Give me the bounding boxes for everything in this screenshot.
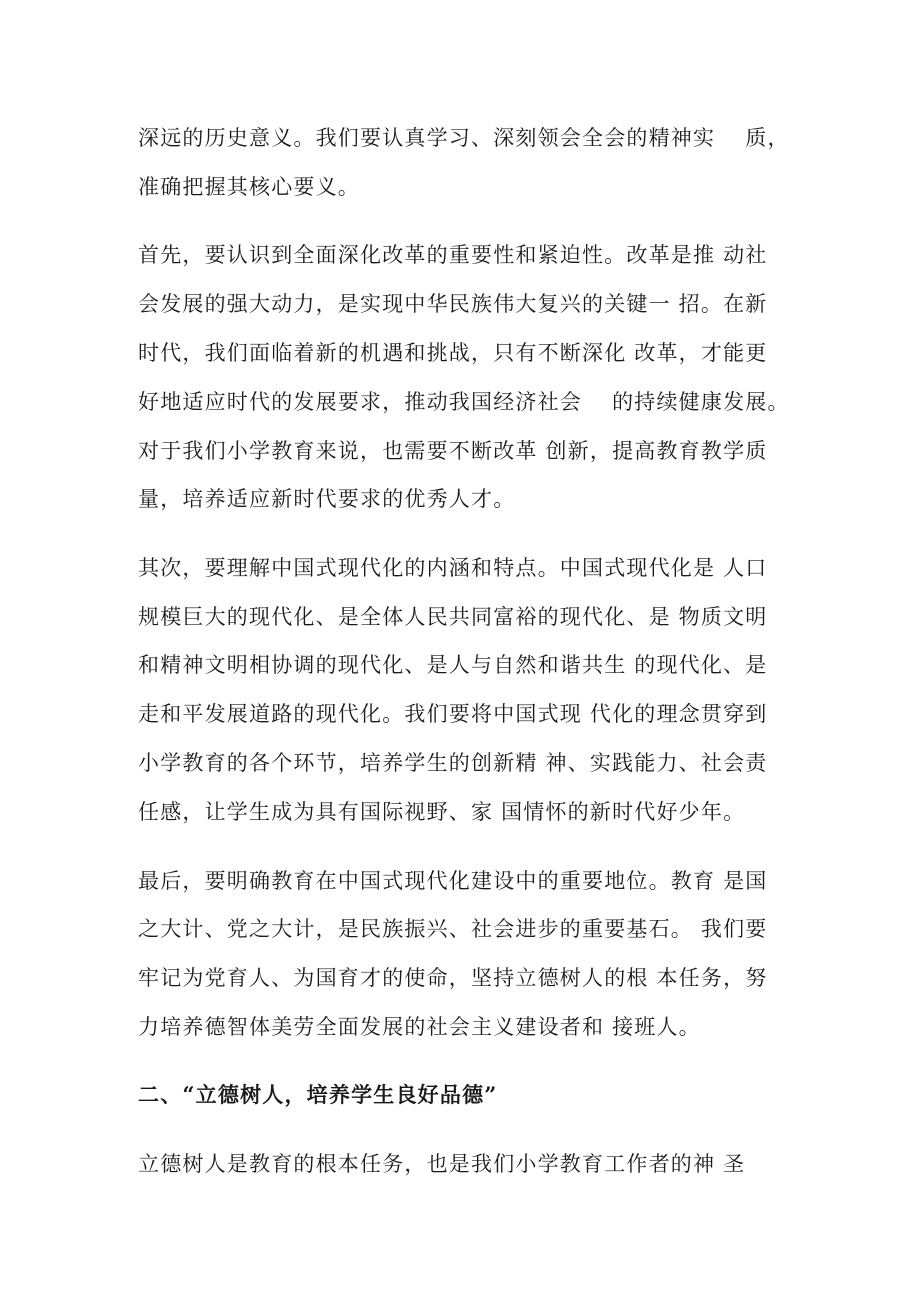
text-line: 其次，要理解中国式现代化的内涵和特点。中国式现代化是 人口: [138, 556, 768, 580]
text-line: 好地适应时代的发展要求，推动我国经济社会 的持续健康发展。: [138, 390, 790, 414]
text-line: 小学教育的各个环节，培养学生的创新精 神、实践能力、社会责: [138, 751, 768, 775]
text-line: 准确把握其核心要义。: [138, 175, 360, 199]
text-line: 量，培养适应新时代要求的优秀人才。: [138, 487, 516, 511]
text-line: 规模巨大的现代化、是全体人民共同富裕的现代化、是 物质文明: [138, 605, 768, 629]
text-line: 力培养德智体美劳全面发展的社会主义建设者和 接班人。: [138, 1015, 701, 1039]
text-line: 之大计、党之大计，是民族振兴、社会进步的重要基石。 我们要: [138, 917, 768, 941]
text-line: 最后，要明确教育在中国式现代化建设中的重要地位。教育 是国: [138, 869, 768, 893]
section-heading: 二、“立德树人，培养学生良好品德”: [138, 1082, 498, 1107]
text-line: 时代，我们面临着新的机遇和挑战，只有不断深化 改革，才能更: [138, 341, 768, 365]
text-line: 走和平发展道路的现代化。我们要将中国式现 代化的理念贯穿到: [138, 702, 768, 726]
text-line: 深远的历史意义。我们要认真学习、深刻领会全会的精神实 质，: [138, 126, 790, 150]
text-line: 任感，让学生成为具有国际视野、家 国情怀的新时代好少年。: [138, 800, 746, 824]
text-line: 和精神文明相协调的现代化、是人与自然和谐共生 的现代化、是: [138, 653, 768, 677]
text-line: 首先，要认识到全面深化改革的重要性和紧迫性。改革是推 动社: [138, 243, 768, 267]
text-line: 对于我们小学教育来说，也需要不断改革 创新，提高教育教学质: [138, 439, 768, 463]
text-line: 立德树人是教育的根本任务，也是我们小学教育工作者的神 圣: [138, 1152, 746, 1176]
text-line: 牢记为党育人、为国育才的使命，坚持立德树人的根 本任务，努: [138, 966, 768, 990]
text-line: 会发展的强大动力，是实现中华民族伟大复兴的关键一 招。在新: [138, 292, 768, 316]
